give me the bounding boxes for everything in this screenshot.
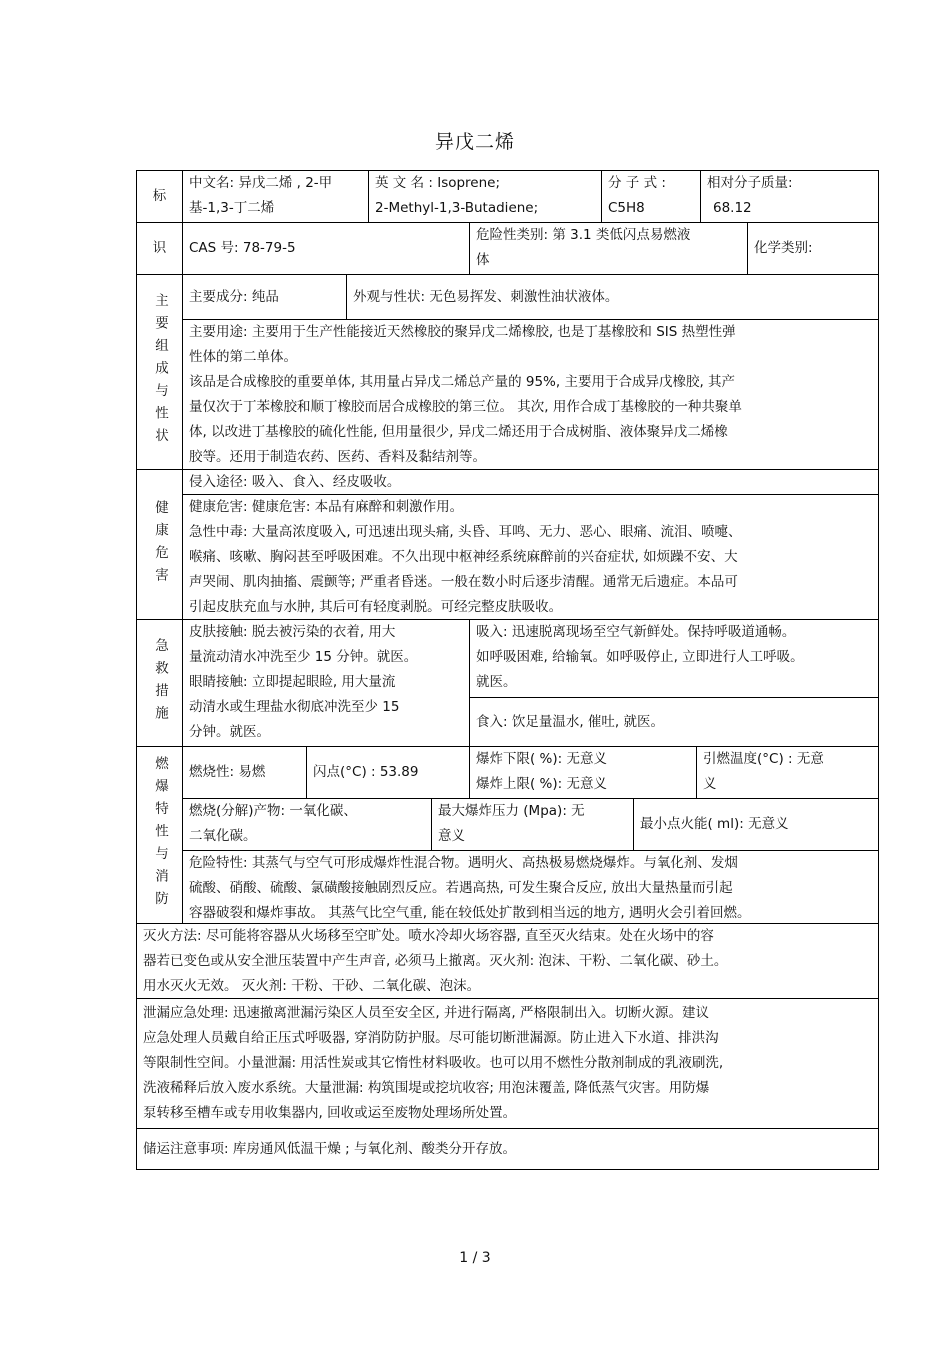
health-hazard-line: 声哭闹、肌肉抽搐、震颤等; 严重者昏迷。一般在数小时后逐步清醒。通常无后遗症。本品可 bbox=[189, 574, 738, 590]
combustion-products-line: 二氧化碳。 bbox=[189, 828, 257, 844]
skin-eye-line: 动清水或生理盐水彻底冲洗至少 15 bbox=[189, 699, 400, 715]
en-name-line: 英 文 名 : Isoprene; bbox=[375, 175, 501, 191]
leak-line: 洗液稀释后放入废水系统。大量泄漏: 构筑围堤或挖坑收容; 用泡沫覆盖, 降低蒸气灾害。用防爆 bbox=[143, 1080, 710, 1096]
mol-weight-cell bbox=[701, 171, 879, 223]
en-name-cell bbox=[369, 171, 602, 223]
leak-line: 应急处理人员戴自给正压式呼吸器, 穿消防防护服。尽可能切断泄漏源。防止进入下水道、排洪沟 bbox=[143, 1030, 719, 1046]
inhalation-line: 就医。 bbox=[476, 674, 517, 690]
extinguish-line: 器若已变色或从安全泄压装置中产生声音, 必须马上撤离。灭火剂: 泡沫、干粉、二氧化碳、砂土。 bbox=[143, 953, 728, 969]
ingestion-cell bbox=[470, 698, 879, 747]
health-hazard-line: 急性中毒: 大量高浓度吸入, 可迅速出现头痛, 头昏、耳鸣、无力、恶心、眼痛、流泪、喷嚏、 bbox=[189, 524, 742, 540]
danger-property-line: 容器破裂和爆炸事故。 其蒸气比空气重, 能在较低处扩散到相当远的地方, 遇明火会引着回燃。 bbox=[189, 905, 751, 921]
mol-weight-label: 相对分子质量: bbox=[707, 175, 793, 191]
hazard-class-line: 危险性类别: 第 3.1 类低闪点易燃液 bbox=[476, 227, 691, 243]
max-pressure-line: 最大爆炸压力 (Mpa): 无 bbox=[438, 803, 585, 819]
extinguish-method-cell bbox=[137, 924, 879, 999]
skin-eye-contact-cell bbox=[183, 620, 470, 747]
danger-property-cell bbox=[183, 851, 879, 924]
section-label-firstaid: 急救措施 bbox=[137, 620, 183, 747]
appearance: 外观与性状: 无色易挥发、刺激性油状液体。 bbox=[353, 288, 619, 305]
min-ignition-energy-cell bbox=[634, 799, 879, 851]
flash-point-cell bbox=[307, 747, 470, 799]
ingestion: 食入: 饮足量温水, 催吐, 就医。 bbox=[476, 713, 665, 730]
inhalation-cell bbox=[470, 620, 879, 698]
section-label-fire: 燃爆特性与消防 bbox=[137, 747, 183, 924]
hazard-class-line: 体 bbox=[476, 252, 490, 268]
skin-eye-line: 眼睛接触: 立即提起眼睑, 用大量流 bbox=[189, 674, 396, 690]
min-ignition-energy: 最小点火能( ml): 无意义 bbox=[640, 816, 789, 832]
usage-line: 体, 以改进丁基橡胶的硫化性能, 但用量很少, 异戊二烯还用于合成树脂、液体聚异戊二烯橡 bbox=[189, 424, 728, 440]
cn-name-line: 中文名: 异戊二烯 , 2-甲 bbox=[189, 175, 333, 191]
combustion-products-line: 燃烧(分解)产物: 一氧化碳、 bbox=[189, 803, 357, 819]
mol-weight-value: 68.12 bbox=[713, 200, 752, 216]
usage-line: 量仅次于丁苯橡胶和顺丁橡胶而居合成橡胶的第三位。 其次, 用作合成丁基橡胶的一种共聚单 bbox=[189, 399, 742, 415]
flammability-cell bbox=[183, 747, 307, 799]
section-label-health: 健康危害 bbox=[137, 470, 183, 620]
section-label-composition: 主要组成与性状 bbox=[137, 275, 183, 470]
flammability: 燃烧性: 易燃 bbox=[189, 764, 266, 780]
leak-line: 泄漏应急处理: 迅速撤离泄漏污染区人员至安全区, 并进行隔离, 严格限制出入。切断火源。建议 bbox=[143, 1005, 710, 1021]
usage-line: 主要用途: 主要用于生产性能接近天然橡胶的聚异戊二烯橡胶, 也是丁基橡胶和 SIS 热塑性弹 bbox=[189, 324, 736, 340]
autoignition-cell bbox=[697, 747, 879, 799]
combustion-products-cell bbox=[183, 799, 432, 851]
autoignition-line: 义 bbox=[703, 776, 717, 792]
cn-name-line: 基-1,3-丁二烯 bbox=[189, 200, 275, 216]
usage-line: 性体的第二单体。 bbox=[189, 349, 297, 365]
formula-label: 分 子 式 : bbox=[608, 175, 666, 191]
skin-eye-line: 分钟。就医。 bbox=[189, 724, 270, 740]
health-hazard-line: 健康危害: 健康危害: 本品有麻醉和刺激作用。 bbox=[189, 499, 464, 515]
inhalation-line: 如呼吸困难, 给输氧。如呼吸停止, 立即进行人工呼吸。 bbox=[476, 649, 804, 665]
main-component: 主要成分: 纯品 bbox=[189, 288, 279, 305]
formula-value: C5H8 bbox=[608, 200, 645, 216]
cas-number: CAS 号: 78-79-5 bbox=[189, 240, 296, 256]
skin-eye-line: 量流动清水冲洗至少 15 分钟。就医。 bbox=[189, 649, 418, 665]
health-hazard-line: 引起皮肤充血与水肿, 其后可有轻度剥脱。可经完整皮肤吸收。 bbox=[189, 599, 563, 615]
max-pressure-cell bbox=[432, 799, 634, 851]
autoignition-line: 引燃温度(°C) : 无意 bbox=[703, 751, 824, 767]
leak-response-cell bbox=[137, 999, 879, 1129]
cn-name-cell bbox=[183, 171, 369, 223]
entry-route: 侵入途径: 吸入、食入、经皮吸收。 bbox=[189, 474, 401, 490]
explosion-lower-limit: 爆炸下限( %): 无意义 bbox=[476, 751, 607, 767]
cas-cell bbox=[183, 223, 470, 275]
storage-cell bbox=[137, 1129, 879, 1170]
flash-point: 闪点(°C) : 53.89 bbox=[313, 764, 419, 780]
explosion-upper-limit: 爆炸上限( %): 无意义 bbox=[476, 776, 607, 792]
page-number: 1 / 3 bbox=[459, 1250, 491, 1266]
skin-eye-line: 皮肤接触: 脱去被污染的衣着, 用大 bbox=[189, 624, 396, 640]
health-hazard-cell bbox=[183, 495, 879, 620]
formula-cell bbox=[602, 171, 701, 223]
extinguish-line: 用水灭火无效。 灭火剂: 干粉、干砂、二氧化碳、泡沫。 bbox=[143, 978, 481, 994]
storage-notes: 储运注意事项: 库房通风低温干燥 ; 与氧化剂、酸类分开存放。 bbox=[143, 1140, 516, 1157]
health-hazard-line: 喉痛、咳嗽、胸闷甚至呼吸困难。不久出现中枢神经系统麻醉前的兴奋症状, 如烦躁不安、大 bbox=[189, 549, 738, 565]
appearance-cell bbox=[347, 275, 879, 320]
usage-cell bbox=[183, 320, 879, 470]
en-name-line: 2-Methyl-1,3-Butadiene; bbox=[375, 200, 539, 216]
inhalation-line: 吸入: 迅速脱离现场至空气新鲜处。保持呼吸道通畅。 bbox=[476, 624, 796, 640]
usage-line: 胶等。还用于制造农药、医药、香料及黏结剂等。 bbox=[189, 449, 486, 465]
leak-line: 泵转移至槽车或专用收集器内, 回收或运至废物处理场所处置。 bbox=[143, 1105, 517, 1121]
usage-line: 该品是合成橡胶的重要单体, 其用量占异戊二烯总产量的 95%, 主要用于合成异戊橡胶, 其产 bbox=[189, 374, 736, 390]
max-pressure-line: 意义 bbox=[438, 828, 465, 844]
main-component-cell bbox=[183, 275, 347, 320]
chem-class-cell bbox=[748, 223, 879, 275]
section-label-id-a: 标 bbox=[137, 171, 183, 223]
leak-line: 等限制性空间。小量泄漏: 用活性炭或其它惰性材料吸收。也可以用不燃性分散剂制成的乳液刷洗, bbox=[143, 1055, 724, 1071]
danger-property-line: 硫酸、硝酸、硫酸、氯磺酸接触剧烈反应。若遇高热, 可发生聚合反应, 放出大量热量而引起 bbox=[189, 880, 733, 896]
extinguish-line: 灭火方法: 尽可能将容器从火场移至空旷处。喷水冷却火场容器, 直至灭火结束。处在火场中的容 bbox=[143, 928, 714, 944]
hazard-class-cell bbox=[470, 223, 748, 275]
chem-class-label: 化学类别: bbox=[754, 240, 813, 256]
danger-property-line: 危险特性: 其蒸气与空气可形成爆炸性混合物。遇明火、高热极易燃烧爆炸。与氧化剂、发烟 bbox=[189, 855, 738, 871]
document-title: 异戊二烯 bbox=[434, 131, 515, 153]
msds-table bbox=[136, 170, 879, 1170]
explosion-limits-cell bbox=[470, 747, 697, 799]
entry-route-cell bbox=[183, 470, 879, 495]
section-label-id-b: 识 bbox=[137, 223, 183, 275]
